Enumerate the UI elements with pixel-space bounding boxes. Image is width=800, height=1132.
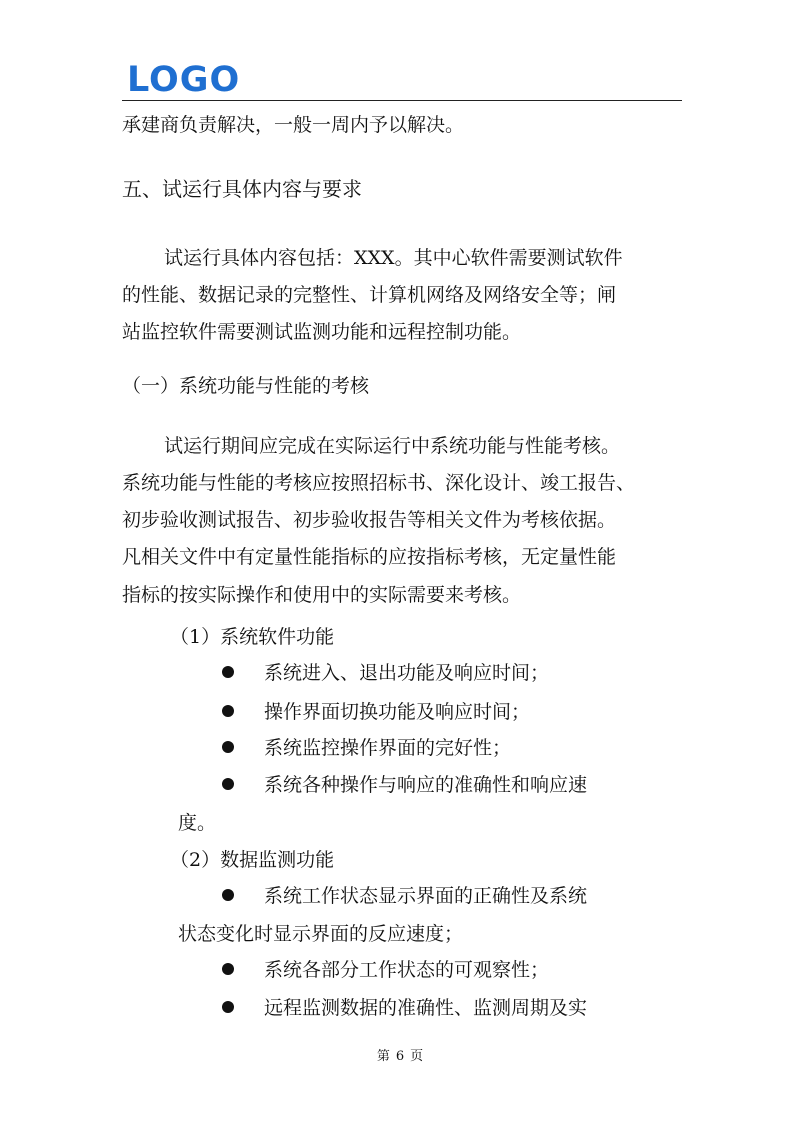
paragraph-line: 的性能、数据记录的完整性、计算机网络及网络安全等；闸 <box>122 284 617 306</box>
list-item: 远程监测数据的准确性、监测周期及实 <box>264 997 588 1019</box>
logo: LOGO <box>127 60 241 100</box>
page-number: 6 <box>395 1049 405 1064</box>
paragraph-line: 凡相关文件中有定量性能指标的应按指标考核，无定量性能 <box>122 546 617 568</box>
list-item: 系统监控操作界面的完好性； <box>264 737 512 759</box>
list-item: 系统各种操作与响应的准确性和响应速 <box>264 774 588 796</box>
page-label-prefix: 第 <box>376 1049 390 1064</box>
paragraph-line: 试运行具体内容包括：XXX。其中心软件需要测试软件 <box>164 247 623 269</box>
bullet-dot <box>222 705 234 717</box>
bullet-dot <box>222 1001 234 1013</box>
paragraph-line: 初步验收测试报告、初步验收报告等相关文件为考核依据。 <box>122 509 617 531</box>
page-footer <box>0 1049 800 1065</box>
list-item: 系统各部分工作状态的可观察性； <box>264 959 550 981</box>
list-item: 系统工作状态显示界面的正确性及系统 <box>264 885 588 907</box>
paragraph-line: 指标的按实际操作和使用中的实际需要来考核。 <box>122 584 522 606</box>
list-item-continuation: 状态变化时显示界面的反应速度； <box>178 923 464 945</box>
intro-line: 承建商负责解决，一般一周内予以解决。 <box>122 114 465 136</box>
header-divider <box>122 100 682 101</box>
subsection-title: （一）系统功能与性能的考核 <box>122 375 370 397</box>
section-title: 五、试运行具体内容与要求 <box>122 177 362 201</box>
paragraph-line: 系统功能与性能的考核应按照招标书、深化设计、竣工报告、 <box>122 472 636 494</box>
page-label-suffix: 页 <box>410 1049 424 1064</box>
bullet-dot <box>222 778 234 790</box>
paragraph-line: 试运行期间应完成在实际运行中系统功能与性能考核。 <box>164 435 621 457</box>
list-item: 系统进入、退出功能及响应时间； <box>264 662 550 684</box>
bullet-dot <box>222 741 234 753</box>
list-item-continuation: 度。 <box>178 812 217 834</box>
paragraph-line: 站监控软件需要测试监测功能和远程控制功能。 <box>122 321 522 343</box>
bullet-dot <box>222 889 234 901</box>
bullet-dot <box>222 666 234 678</box>
item-1-title: （1）系统软件功能 <box>170 626 335 648</box>
item-2-title: （2）数据监测功能 <box>170 849 335 871</box>
list-item: 操作界面切换功能及响应时间； <box>264 701 531 723</box>
bullet-dot <box>222 963 234 975</box>
